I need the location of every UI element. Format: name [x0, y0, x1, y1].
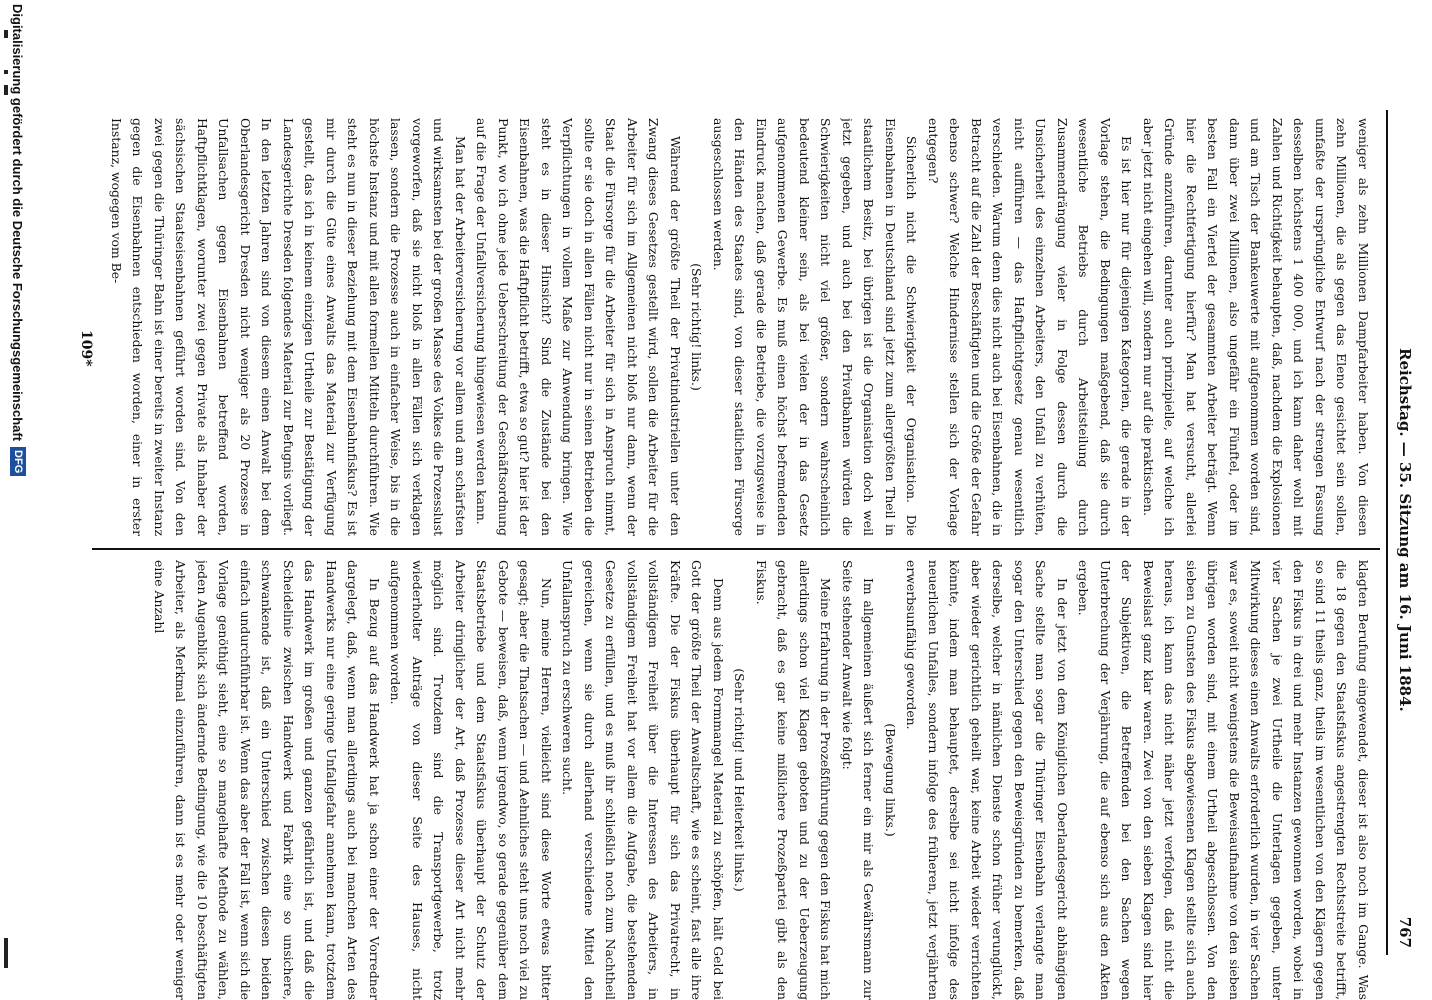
- paragraph: Sicherlich nicht die Schwierigkeit der Organisation. Die Eisenbahnen in Deutschland sind jetzt zum allergrößten Theil in staatlichem Besitz, bei übrigen ist die Organisation doch weil jetzt gegeben, und auch bei den Privatbahnen würden die Schwierigkeiten nicht viel größer, sondern wahrscheinlich bedeutend kleiner sein, als bei vielen der in das Gesetz aufgenommenen Gewerbe. Es muß einen höchst befremdenden Eindruck machen, daß gerade die Betriebe, die vorzugsweise in den Händen des Staates sind, von dieser staatlichen Fürsorge ausgeschlossen werden.: [711, 118, 920, 536]
- text-column-left: [104, 560, 1374, 1000]
- page-number: 767: [1396, 916, 1414, 948]
- scan-edge-marks: [2, 0, 8, 1000]
- paragraph: Im allgemeinen äußert sich ferner ein mir als Gewährsmann zur Seite stehender Anwalt wie folgt:: [840, 560, 877, 1000]
- scan-mark: [4, 938, 8, 968]
- text-column-right: [104, 118, 1374, 536]
- paragraph: In der jetzt von dem Königlichen Oberlandesgericht abhängigen Sache stellte man sogar die Thüringer Eisenbahn verlangte man sogar den Unterschied gegen den Beweisgründen zu bemerken, daß derselbe, welcher in nämlichen Dienste schon früher verunglückt, aber wieder gerichtlich geheilt war, keine Arbeit wieder verrichten könnte, indem man behauptet, derselbe sei nicht infolge des neuerlichen Unfalles, sondern infolge des früheren, jetzt verjährten erwerbsunfähig geworden.: [904, 560, 1070, 1000]
- page-header: [1392, 118, 1414, 948]
- scan-mark: [4, 30, 8, 38]
- paragraph: (Bewegung links.): [883, 723, 898, 837]
- paragraph: Denn aus jedem Formmangel Material zu schöpfen, hält Geld bei Gott der größte Theil der Anwaltschaft, wie es scheint, fast alle ihre Kräfte. Die der Fiskus überhaupt für sich das Privatrecht, in vollständigem Freiheit über die Interessen des Arbeiters, in vollständigem Freiheit hat vor allem die Aufgabe, die bestehenden Gesetze zu erfüllen, und es muß ihr schließlich noch zum Nachtheil gereichen, wenn sie durch allerhand verschiedene Mittel den Unfallanspruch zu erschweren sucht.: [560, 560, 726, 1000]
- digitization-note: Digitalisierung gefördert durch die Deutsche Forschungsgemeinschaft: [10, 4, 26, 442]
- paragraph: In Bezug auf das Handwerk hat ja schon einer der Vorredner dargelegt, daß, wenn man allerdings auch bei manchen Arten des Handwerks nur eine geringe Unfallgefahr annehmen kann, trotzdem das Handwerk im großen und ganzen gefährlich ist, und daß die Scheidelinie zwischen Handwerk und Fabrik eine so unsichere, schwankende ist, daß ein Unterschied zwischen diesen beiden einfach undurchführbar ist. Wenn das aber der Fall ist, wenn sich die Vorlage genöthigt sieht, eine so mangelhafte Methode zu wählen, jeden Augenblick sich ändernde Bedingung, wie die 10 beschäftigten Arbeiter, als Merkmal einzuführen, dann ist es mehr oder weniger eine Anzahl: [152, 560, 382, 1000]
- paragraph: (Sehr richtig! und Heiterkeit links.): [732, 668, 748, 892]
- dfg-logo-icon: DFG: [10, 447, 26, 476]
- paragraph: Es ist hier nur für diejenigen Kategorien, die gerade in der Vorlage stehen, die Bedingungen maßgebend, daß sie durch wesentliche Betriebs durch Arbeitsteilung durch Zusammendrängung vieler in Folge dessen durch die Unsicherheit des einzelnen Arbeiters, den Unfall zu verhüten, nicht aufführen — das Haftpflichtgesetz genau wesentlich verschieden. Warum denn dies nicht auch bei Eisenbahnen, die in Betracht auf die Zahl der Beschäftigten und die Größe der Gefahr ebenso schwer? Welche Hindernisse stellen sich der Vorlage entgegen?: [926, 118, 1135, 536]
- paragraph: Während der größte Theil der Privatindustriellen unter den Zwang dieses Gesetzes gestellt wird, sollen die Arbeiter für die Arbeiter für sich im Allgemeinen nicht bloß nur dann, wenn der Staat die Fürsorge für die Arbeiter für sich in Anspruch nimmt, sollte er sie doch in allen Fällen nicht nur in seinen Betrieben die Verpflichtungen in vollem Maße zur Anwendung bringen. Wie steht es in dieser Hinsicht? Sind die Zustände bei den Eisenbahnen, was die Haftpflicht betrifft, etwa so gut? hier ist der Punkt, wo ich ohne jede Ueberschreitung der Geschäftsordnung auf die Frage der Unfallversicherung hingewiesen werden kann.: [474, 118, 683, 536]
- paragraph: Meine Erfahrung in der Prozeßführung gegen den Fiskus hat mich allerdings schon viel Klagen geboten und zu der Ueberzeugung gebracht, daß es gar keine mißlichere Prozeßpartei gibt als den Fiskus.: [754, 560, 834, 1000]
- paragraph: weniger als zehn Millionen Dampfarbeiter haben. Von diesen zehn Millionen, die als gegen das Eleno gesichtet sein sollen, umfaßte der ursprüngliche Entwurf nach der strengen Fassung desselben höchstens 1 400 000, und ich kann daher wohl mit Zahlen und Richtigkeit behaupten, daß, nachdem die Explosionen und am Tisch der Bankeuwerte mit aufgenommen worden sind, dann über zwei Millionen, also ungefähr ein Fünftel, oder im besten Fall ein Viertel der gesammten Arbeiter beträgt. Wenn hier die Rechtfertigung hierfür? Man hat versucht, allerlei Gründe anzuführen, darunter auch prinzipielle, auf welche ich aber jetzt nicht eingehen will, sondern nur auf die praktischen.: [1141, 118, 1371, 536]
- header-rule: [1386, 110, 1388, 955]
- paragraph: klagten Berufung eingewendet, dieser ist also noch im Gange. Was die 18 gegen den Staatsfiskus angestrengten Rechtsstreite betrifft, so sind 11 theils ganz, theils im wesentlichen von den Klägern gegen den Fiskus in drei und mehr Instanzen gewonnen worden, wobei in vier Sachen je zwei Urtheile die Unterlagen gegeben, unter Mitwirkung dieses einen Anwalts erforderlich wurden, in vier Sachen war es, soweit nicht wenigstens die Beweisaufnahme von den sieben übrigen worden sind, mit einem Urtheil abgeschlossen. Von den sieben zu Gunsten des Fiskus abgewiesenen Klagen stellte sich auch heraus, ich kann das nicht näher jetzt verfolgen, daß nicht die Beweislast ganz klar waren. Zwei von den sieben Klagen sind hier der Subjektiven, die Betreffenden bei den Sachen wegen Unterbrechung der Verjährung, die auf ebenso sich aus den Akten ergeben.: [1076, 560, 1371, 1000]
- digitization-credit: [8, 4, 28, 476]
- signature-mark: 109*: [78, 330, 94, 367]
- paragraph: (Sehr richtig! links.): [689, 263, 705, 391]
- scan-mark: [4, 70, 8, 74]
- scan-mark: [4, 85, 8, 95]
- paragraph: Man hat der Arbeiterversicherung vor allem und am schärfsten und wirksamsten bei der großen Masse des Volkes die Prozesslust vorgeworfen, daß sie nicht bloß in allen Fällen sich verklagen lassen, sondern die Prozesse auch in einfacher Weise, bis in die höchste Instanz und mit allen formellen Mitteln durchführen. Wie steht es nun in dieser Beziehung mit dem Eisenbahnfiskus? Es ist mir durch die Güte eines Anwalts das Material zur Verfügung gestellt, das ich in keinem einzigen Urtheile zur Bestätigung der Landesgerichte Dresden folgendes Material zur Befugnis vorliegt. In den letzten Jahren sind von diesem einen Anwalt bei dem Oberlandesgericht Dresden nicht weniger als 20 Prozesse in Unfallsachen gegen Eisenbahnen betreffend worden, Haftpflichtklagen, worunter zwei gegen Private als Inhaber der sächsischen Staatseisenbahnen geführt worden sind. Von den zwei gegen die Thüringer Bahn ist einer bereits in zweiter Instanz gegen die Eisenbahnen entschieden worden, einer in erster Instanz, wogegen vom Be-: [109, 118, 468, 536]
- paragraph: Nun, meine Herren, vielleicht sind diese Worte etwas bitter gesagt; aber die Thatsachen — und Aehnliches steht uns noch viel zu Gebote — beweisen, daß, wenn irgendwo, so gerade gegenüber dem Staatsbetriebe und dem Staatsfiskus überhaupt der Schutz der Arbeiter dringlicher der Art, daß Prozesse dieser Art nicht mehr möglich sind. Trotzdem sind die Transportgewerbe, trotz wiederholter Anträge von dieser Seite des Hauses, nicht aufgenommen worden.: [388, 560, 554, 1000]
- column-rule: [92, 548, 1380, 550]
- running-head: Reichstag. — 35. Sitzung am 16. Juni 1884.: [1396, 348, 1414, 712]
